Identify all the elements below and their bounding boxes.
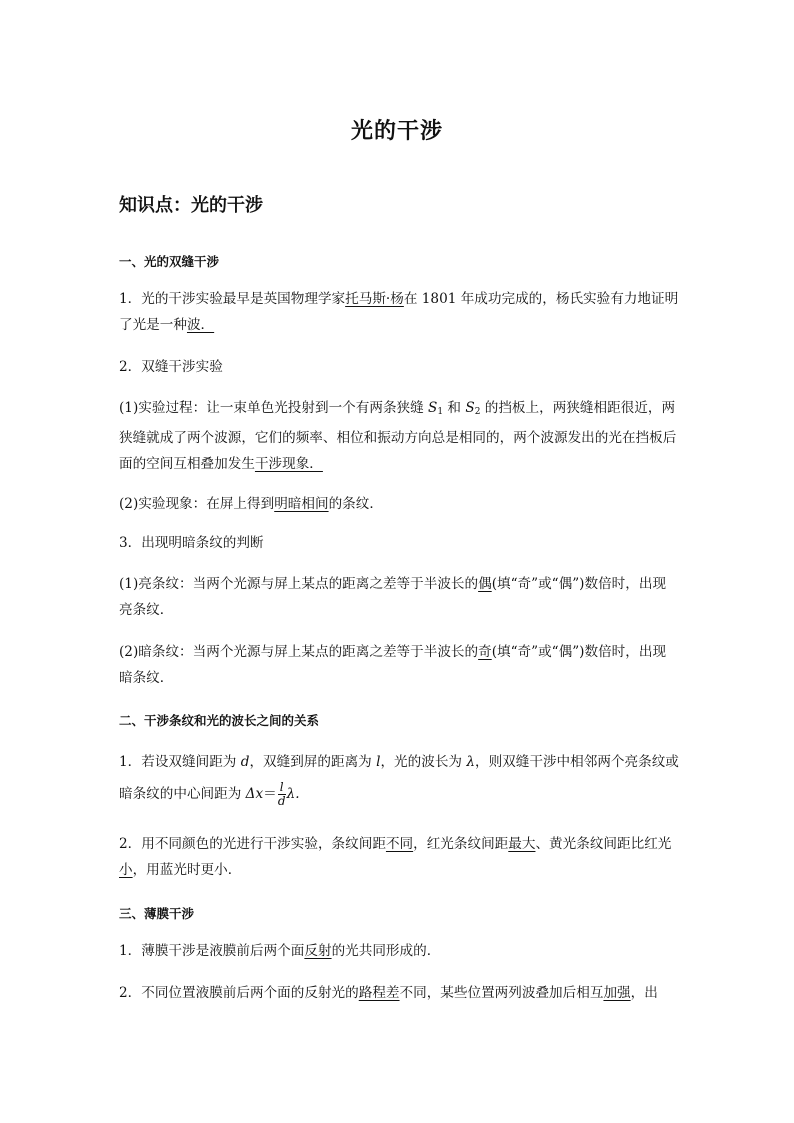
paragraph-s1-3: (1)实验过程：让一束单色光投射到一个有两条狭缝 $S_1$ 和 $S_2$ 的挡板上，两狭缝相距很近，两狭缝就成了两个波源，它们的频率、相位和振动方向总是相同的，两个波源发出的光在挡板后面的空间互相叠加发生干涉现象． xyxy=(119,400,677,472)
paragraph-s2-2: 2．用不同颜色的光进行干涉实验，条纹间距不同，红光条纹间距最大、黄光条纹间距比红光小，用蓝光时更小． xyxy=(119,836,672,878)
paragraph-s1-5: 3．出现明暗条纹的判断 xyxy=(119,535,264,551)
knowledge-heading: 知识点：光的干涉 xyxy=(119,195,263,216)
paragraph-s3-1: 1．薄膜干涉是液膜前后两个面反射的光共同形成的． xyxy=(119,943,441,959)
paragraph-s2-1: 1．若设双缝间距为 d，双缝到屏的距离为 l，光的波长为 λ，则双缝干涉中相邻两个亮条纹或暗条纹的中心间距为 Δx＝ $\frac{l}{d}$ λ. xyxy=(119,754,679,808)
paragraph-s1-7: (2)暗条纹：当两个光源与屏上某点的距离之差等于半波长的奇(填“奇”或“偶”)数倍时，出现暗条纹． xyxy=(119,644,667,686)
paragraph-s3-2: 2．不同位置液膜前后两个面的反射光的路程差不同，某些位置两列波叠加后相互加强，出 xyxy=(119,985,658,1001)
section-heading-3: 三、薄膜干涉 xyxy=(119,906,195,921)
paragraph-s1-6: (1)亮条纹：当两个光源与屏上某点的距离之差等于半波长的偶(填“奇”或“偶”)数倍时，出现亮条纹． xyxy=(119,576,667,618)
section-heading-1: 一、光的双缝干涉 xyxy=(119,254,220,269)
paragraph-s1-2: 2．双缝干涉实验 xyxy=(119,359,223,375)
section-heading-2: 二、干涉条纹和光的波长之间的关系 xyxy=(119,713,320,728)
paragraph-s1-1: 1．光的干涉实验最早是英国物理学家托马斯·杨在 1801 年成功完成的，杨氏实验有力地证明了光是一种波． xyxy=(119,291,679,333)
paragraph-s1-4: (2)实验现象：在屏上得到明暗相间的条纹． xyxy=(119,496,383,512)
fraction-l-over-d: $\frac{l}{d}$ xyxy=(277,780,286,808)
page-title: 光的干涉 xyxy=(350,119,443,144)
